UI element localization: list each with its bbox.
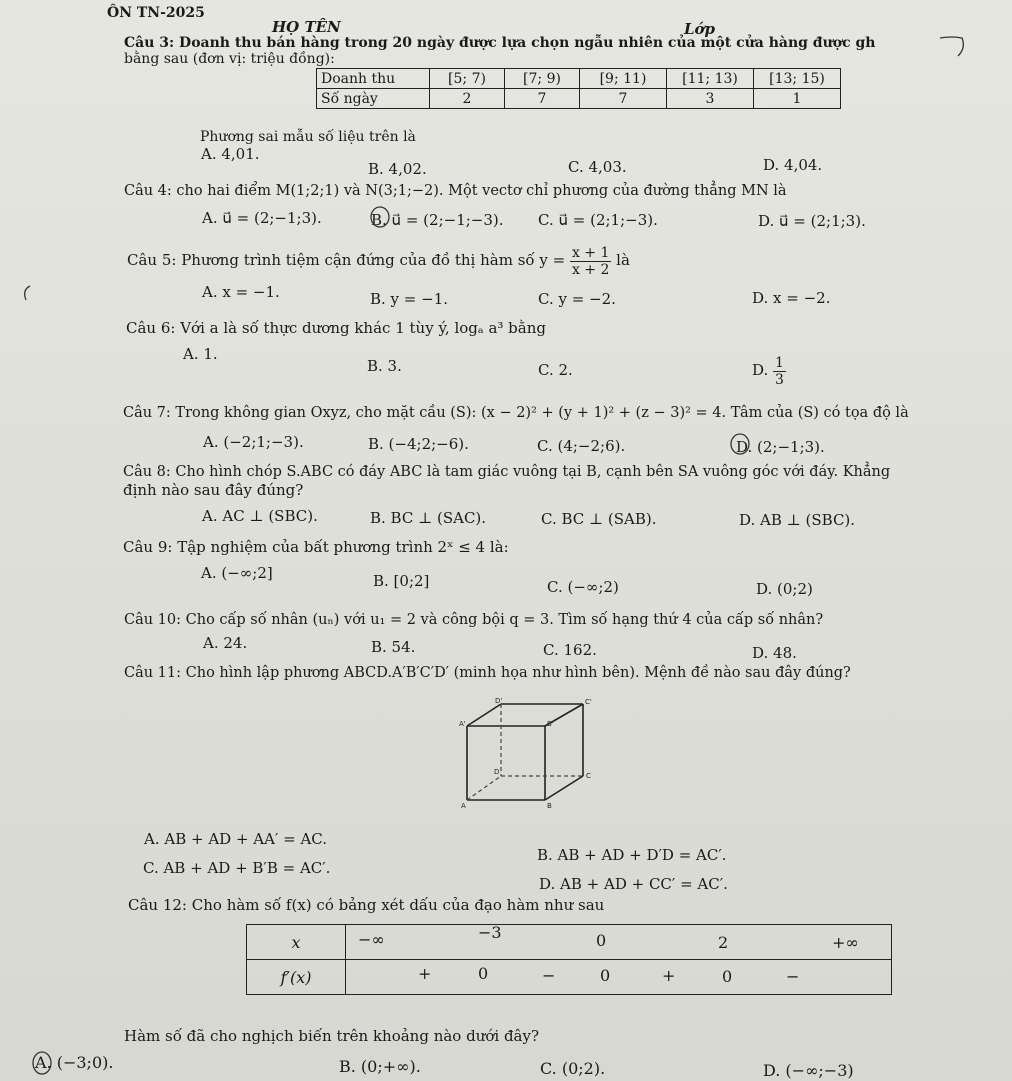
- q7-option-c: C. (4;−2;6).: [537, 437, 626, 455]
- q10-option-d: D. 48.: [752, 644, 797, 662]
- q3-option-d: D. 4,04.: [763, 156, 823, 174]
- q11-option-c: C. AB + AD + B′B = AC′.: [143, 859, 331, 877]
- q6-option-a: A. 1.: [183, 345, 218, 363]
- cube-label-a: A: [461, 802, 466, 810]
- q7-text: Câu 7: Trong không gian Oxyz, cho mặt cầu (S): (x − 2)² + (y + 1)² + (z − 3)² = 4. Tâm của (S) có tọa độ là: [123, 405, 909, 421]
- q3-option-b: B. 4,02.: [368, 160, 427, 178]
- q12-fp-label: f′(x): [247, 960, 346, 995]
- q3-row2-label: Số ngày: [317, 89, 430, 109]
- class-label: Lớp: [684, 20, 716, 38]
- q10-option-b: B. 54.: [371, 638, 416, 656]
- q3-interval-3: [9; 11): [580, 69, 667, 89]
- q9-option-c: C. (−∞;2): [547, 578, 619, 596]
- q9-text: Câu 9: Tập nghiệm của bất phương trình 2ˣ ≤ 4 là:: [123, 538, 509, 556]
- q12-fp-sign-4: −: [786, 967, 800, 986]
- q12-option-c: C. (0;2).: [540, 1059, 606, 1078]
- q12-x-pos-inf: +∞: [832, 933, 859, 952]
- q10-option-a: A. 24.: [203, 634, 248, 652]
- cube-label-b1: B': [547, 720, 554, 728]
- q8-option-d: D. AB ⊥ (SBC).: [739, 511, 856, 529]
- q5-option-b: B. y = −1.: [370, 290, 449, 308]
- q5-text-after: là: [616, 251, 630, 269]
- q8-text-line1: Câu 8: Cho hình chóp S.ABC có đáy ABC là tam giác vuông tại B, cạnh bên SA vuông góc với đáy. Khẳng: [123, 464, 891, 480]
- q12-x-neg-inf: −∞: [358, 930, 385, 949]
- exam-title: ÔN TN-2025: [107, 5, 205, 21]
- q12-option-d: D. (−∞;−3): [763, 1061, 854, 1080]
- q8-option-b: B. BC ⊥ (SAC).: [370, 509, 487, 527]
- cube-label-a1: A': [459, 720, 466, 728]
- q3-text-line1: Câu 3: Doanh thu bán hàng trong 20 ngày được lựa chọn ngẫu nhiên của một cửa hàng được gh: [124, 35, 876, 51]
- q11-option-a: A. AB + AD + AA′ = AC.: [144, 830, 328, 848]
- cube-label-d: D: [494, 768, 500, 776]
- q3-text-line2: bằng sau (đơn vị: triệu đồng):: [124, 51, 335, 67]
- q3-count-4: 3: [667, 89, 754, 109]
- q7-option-a: A. (−2;1;−3).: [203, 433, 304, 451]
- q9-option-a: A. (−∞;2]: [201, 564, 273, 582]
- q5-option-d: D. x = −2.: [752, 289, 831, 307]
- q3-count-5: 1: [754, 89, 841, 109]
- q11-option-d: D. AB + AD + CC′ = AC′.: [539, 875, 728, 893]
- mark-q12-a: [33, 1052, 51, 1074]
- q3-interval-5: [13; 15): [754, 69, 841, 89]
- q3-option-c: C. 4,03.: [568, 158, 627, 176]
- cube-label-d1: D': [495, 698, 503, 705]
- q12-x-label: x: [247, 925, 346, 960]
- q10-text: Câu 10: Cho cấp số nhân (uₙ) với u₁ = 2 và công bội q = 3. Tìm số hạng thứ 4 của cấp số nhân?: [124, 612, 824, 628]
- q8-option-a: A. AC ⊥ (SBC).: [202, 507, 318, 525]
- q3-count-1: 2: [430, 89, 505, 109]
- q12-fp-sign-3: +: [662, 966, 676, 985]
- q3-count-3: 7: [580, 89, 667, 109]
- q3-interval-1: [5; 7): [430, 69, 505, 89]
- q5-frac-num: x + 1: [571, 244, 610, 261]
- q12-fp-zero-3: 0: [722, 967, 733, 986]
- cube-label-c1: C': [585, 698, 592, 706]
- q5-option-c: C. y = −2.: [538, 290, 616, 308]
- mark-q7-d: [731, 434, 749, 454]
- q3-row1-label: Doanh thu: [317, 69, 430, 89]
- q4-option-a: A. u⃗ = (2;−1;3).: [202, 209, 322, 227]
- mark-q4-b: [371, 207, 389, 227]
- corner-mark: [940, 37, 963, 56]
- q6-optd-den: 3: [775, 371, 784, 388]
- q12-fp-sign-2: −: [542, 966, 556, 985]
- q11-text: Câu 11: Cho hình lập phương ABCD.A′B′C′D′ (minh họa như hình bên). Mệnh đề nào sau đây đúng?: [124, 665, 851, 681]
- q12-fp-zero-1: 0: [478, 964, 489, 983]
- q9-option-d: D. (0;2): [756, 580, 813, 598]
- q3-interval-4: [11; 13): [667, 69, 754, 89]
- q7-option-b: B. (−4;2;−6).: [368, 435, 469, 453]
- q6-text: Câu 6: Với a là số thực dương khác 1 tùy ý, logₐ a³ bằng: [126, 319, 546, 337]
- q8-text-line2: định nào sau đây đúng?: [123, 481, 304, 499]
- q4-option-c: C. u⃗ = (2;1;−3).: [538, 211, 658, 229]
- q6-option-d-label: D.: [752, 361, 769, 379]
- q11-option-b: B. AB + AD + D′D = AC′.: [537, 846, 727, 864]
- q7-option-d: D. (2;−1;3).: [736, 438, 825, 456]
- q12-question: Hàm số đã cho nghịch biến trên khoảng nào dưới đây?: [124, 1027, 540, 1045]
- margin-mark: [25, 286, 30, 300]
- q4-text: Câu 4: cho hai điểm M(1;2;1) và N(3;1;−2). Một vectơ chỉ phương của đường thẳng MN là: [124, 183, 787, 199]
- q5-frac-den: x + 2: [571, 261, 610, 278]
- q3-count-2: 7: [505, 89, 580, 109]
- q6-option-c: C. 2.: [538, 361, 573, 379]
- cube-label-b: B: [547, 802, 552, 810]
- q12-option-a: A. (−3;0).: [35, 1053, 114, 1072]
- q8-option-c: C. BC ⊥ (SAB).: [541, 510, 657, 528]
- cube-label-c: C: [586, 772, 591, 780]
- q5-text: Câu 5: Phương trình tiệm cận đứng của đồ thị hàm số y =: [127, 251, 566, 269]
- q12-fp-sign-1: +: [418, 964, 432, 983]
- q4-option-b: B. u⃗ = (2;−1;−3).: [371, 211, 504, 229]
- q4-option-d: D. u⃗ = (2;1;3).: [758, 212, 866, 230]
- q12-x-two: 2: [718, 933, 729, 952]
- q12-x-minus3: −3: [478, 923, 502, 942]
- q10-option-c: C. 162.: [543, 641, 597, 659]
- name-label: HỌ TÊN: [272, 18, 341, 36]
- q12-option-b: B. (0;+∞).: [339, 1057, 421, 1076]
- q6-optd-num: 1: [775, 354, 784, 371]
- q3-question: Phương sai mẫu số liệu trên là: [200, 129, 416, 145]
- q6-option-b: B. 3.: [367, 357, 402, 375]
- q3-option-a: A. 4,01.: [201, 145, 260, 163]
- q3-interval-2: [7; 9): [505, 69, 580, 89]
- q9-option-b: B. [0;2]: [373, 572, 430, 590]
- q12-fp-zero-2: 0: [600, 966, 611, 985]
- q12-x-zero: 0: [596, 931, 607, 950]
- q5-option-a: A. x = −1.: [202, 283, 280, 301]
- q12-text: Câu 12: Cho hàm số f(x) có bảng xét dấu của đạo hàm như sau: [128, 896, 605, 914]
